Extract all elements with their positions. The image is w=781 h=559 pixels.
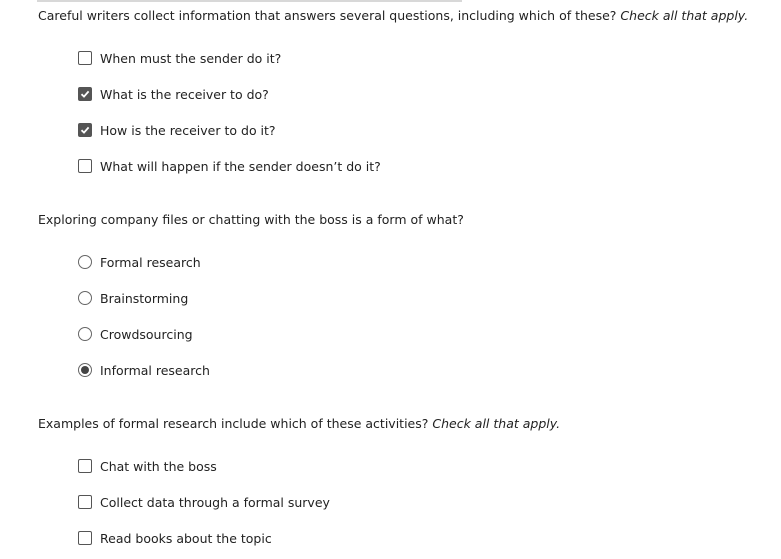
- question-1-options: [78, 50, 381, 194]
- q2-option-1[interactable]: [78, 254, 210, 270]
- checkmark-icon: [80, 125, 90, 135]
- q3-option-3[interactable]: [78, 530, 330, 546]
- radio-dot: [81, 366, 89, 374]
- question-3-hint: Check all that apply.: [432, 416, 561, 431]
- question-2-text: Exploring company files or chatting with the boss is a form of what?: [38, 212, 464, 227]
- checkbox[interactable]: [78, 123, 92, 137]
- option-label: Formal research: [100, 254, 201, 270]
- q3-option-2[interactable]: [78, 494, 330, 510]
- radio-button[interactable]: [78, 291, 92, 305]
- question-3-text: Examples of formal research include which of these activities?: [38, 416, 433, 431]
- checkbox[interactable]: [78, 459, 92, 473]
- question-3-prompt: [38, 416, 560, 432]
- checkbox[interactable]: [78, 51, 92, 65]
- question-1-text: Careful writers collect information that answers several questions, including which of these?: [38, 8, 621, 23]
- question-1-hint: Check all that apply.: [620, 8, 749, 23]
- checkbox[interactable]: [78, 495, 92, 509]
- option-label: What will happen if the sender doesn’t do it?: [100, 158, 381, 174]
- q1-option-4[interactable]: [78, 158, 381, 174]
- radio-button[interactable]: [78, 363, 92, 377]
- q3-option-1[interactable]: [78, 458, 330, 474]
- q2-option-2[interactable]: [78, 290, 210, 306]
- radio-button[interactable]: [78, 327, 92, 341]
- option-label: What is the receiver to do?: [100, 86, 269, 102]
- q1-option-2[interactable]: [78, 86, 381, 102]
- option-label: Collect data through a formal survey: [100, 494, 330, 510]
- option-label: Chat with the boss: [100, 458, 217, 474]
- option-label: When must the sender do it?: [100, 50, 282, 66]
- option-label: Informal research: [100, 362, 210, 378]
- question-3-options: [78, 458, 330, 559]
- question-1-prompt: [38, 8, 748, 24]
- q2-option-3[interactable]: [78, 326, 210, 342]
- question-2-prompt: [38, 212, 464, 228]
- top-divider: [37, 0, 462, 2]
- option-label: How is the receiver to do it?: [100, 122, 276, 138]
- checkbox[interactable]: [78, 531, 92, 545]
- option-label: Read books about the topic: [100, 530, 272, 546]
- q2-option-4[interactable]: [78, 362, 210, 378]
- q1-option-3[interactable]: [78, 122, 381, 138]
- option-label: Brainstorming: [100, 290, 189, 306]
- checkbox[interactable]: [78, 87, 92, 101]
- radio-button[interactable]: [78, 255, 92, 269]
- checkbox[interactable]: [78, 159, 92, 173]
- q1-option-1[interactable]: [78, 50, 381, 66]
- option-label: Crowdsourcing: [100, 326, 193, 342]
- checkmark-icon: [80, 89, 90, 99]
- question-2-options: [78, 254, 210, 398]
